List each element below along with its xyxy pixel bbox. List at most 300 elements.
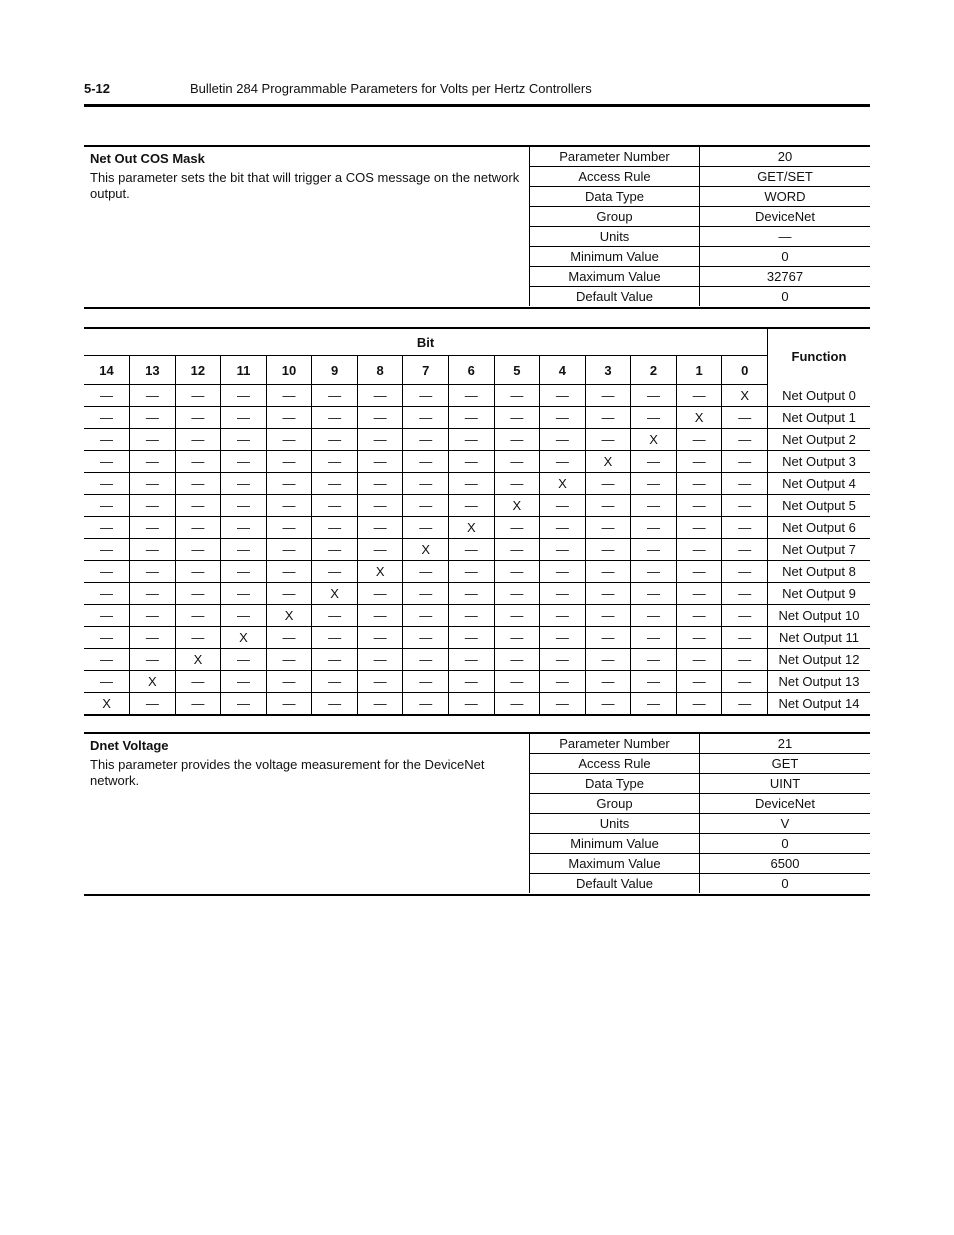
bit-cell: — [84,407,130,429]
table-row [84,649,870,671]
property-label: Data Type [530,774,700,794]
bit-cell: — [221,693,267,716]
bit-cell: — [266,539,312,561]
property-row [530,814,871,834]
bit-cell: — [221,407,267,429]
bit-cell: — [312,605,358,627]
bit-cell: — [312,649,358,671]
bit-cell: — [722,649,768,671]
bit-cell: — [357,429,403,451]
property-row [530,187,871,207]
property-value: GET/SET [700,167,871,187]
bit-cell: — [357,583,403,605]
bit-cell: — [221,671,267,693]
bit-column-header: 3 [585,356,631,385]
table-row [84,561,870,583]
bit-cell: — [722,627,768,649]
bit-cell: — [585,605,631,627]
property-value: 0 [700,874,871,894]
bit-cell: — [266,627,312,649]
bit-cell: — [84,649,130,671]
bit-function-table [84,327,870,716]
bit-cell: — [540,583,586,605]
function-cell: Net Output 8 [768,561,871,583]
bit-cell: — [631,495,677,517]
bit-column-header: 14 [84,356,130,385]
bit-cell: — [221,561,267,583]
table-row [84,517,870,539]
bit-cell: — [221,539,267,561]
property-row [530,774,871,794]
bit-cell: — [722,539,768,561]
bit-column-header: 13 [130,356,176,385]
property-row [530,147,871,167]
bit-cell: — [722,605,768,627]
bit-cell: — [175,671,221,693]
bit-cell: — [175,583,221,605]
bit-cell: — [631,693,677,716]
property-value: UINT [700,774,871,794]
bit-cell: — [357,517,403,539]
page-number: 5-12 [84,81,111,96]
bit-cell: — [266,649,312,671]
bit-cell: — [312,473,358,495]
bit-cell: — [84,429,130,451]
bit-cell: — [312,693,358,716]
property-label: Group [530,794,700,814]
bit-cell: — [175,693,221,716]
bit-cell: — [585,473,631,495]
bit-cell: — [357,627,403,649]
function-cell: Net Output 9 [768,583,871,605]
bit-cell: — [722,583,768,605]
function-cell: Net Output 5 [768,495,871,517]
bit-cell: — [585,693,631,716]
bit-cell: — [631,605,677,627]
bit-cell: — [175,451,221,473]
bit-cell: — [449,473,495,495]
bit-cell: — [266,517,312,539]
bit-column-header: 6 [449,356,495,385]
bit-cell: — [130,473,176,495]
bit-cell: — [175,539,221,561]
parameter-block-dnet-voltage [84,732,870,896]
property-label: Maximum Value [530,267,700,287]
bit-cell: — [312,451,358,473]
bit-cell: — [221,385,267,407]
bit-cell: — [676,671,722,693]
property-row [530,207,871,227]
bit-cell: — [676,451,722,473]
property-label: Access Rule [530,167,700,187]
bit-cell: — [494,561,540,583]
bit-cell: — [676,517,722,539]
bit-cell: — [357,407,403,429]
table-row [84,451,870,473]
bit-cell: — [722,451,768,473]
property-row [530,267,871,287]
bit-cell: — [494,473,540,495]
property-value: V [700,814,871,834]
bit-column-header: 7 [403,356,449,385]
property-label: Default Value [530,874,700,894]
bit-cell: X [585,451,631,473]
bit-cell: — [631,517,677,539]
parameter-description [90,738,526,789]
bit-cell: — [357,385,403,407]
bit-cell: — [540,429,586,451]
property-label: Group [530,207,700,227]
bit-cell: — [540,627,586,649]
bit-cell: — [676,473,722,495]
function-header: Function [768,328,871,385]
bit-cell: — [266,407,312,429]
property-value: GET [700,754,871,774]
function-cell: Net Output 0 [768,385,871,407]
bit-cell: — [494,429,540,451]
function-cell: Net Output 4 [768,473,871,495]
bit-cell: — [494,385,540,407]
bit-cell: — [631,649,677,671]
property-value: 21 [700,734,871,754]
bit-cell: — [403,561,449,583]
bit-cell: — [130,407,176,429]
bit-cell: — [585,517,631,539]
bit-cell: — [130,649,176,671]
bit-cell: — [449,495,495,517]
table-row [84,429,870,451]
bit-cell: — [494,451,540,473]
bit-cell: — [84,473,130,495]
bit-cell: — [676,539,722,561]
bit-cell: — [449,627,495,649]
page-header [84,80,870,107]
table-row [84,407,870,429]
property-value: DeviceNet [700,207,871,227]
bit-cell: X [102,696,111,711]
property-row [530,167,871,187]
bit-cell: — [357,605,403,627]
bit-cell: — [130,517,176,539]
bit-cell: — [449,605,495,627]
bit-cell: — [585,561,631,583]
bit-cell: — [540,517,586,539]
property-label: Parameter Number [530,147,700,167]
bit-cell: — [585,407,631,429]
bit-cell: — [312,671,358,693]
bit-cell: — [494,693,540,716]
bit-cell: — [631,627,677,649]
bit-cell: X [403,539,449,561]
table-row [84,671,870,693]
bit-cell: — [175,495,221,517]
bit-cell: — [449,429,495,451]
bit-cell: — [494,649,540,671]
parameter-text: This parameter sets the bit that will trigger a COS message on the network output. [90,170,520,201]
bit-cell: — [221,605,267,627]
bit-cell: X [221,627,267,649]
bit-cell: — [494,671,540,693]
bit-cell: — [449,539,495,561]
function-cell: Net Output 3 [768,451,871,473]
bit-cell: — [130,429,176,451]
table-row [84,583,870,605]
bit-cell: — [494,605,540,627]
bit-cell: — [540,451,586,473]
bit-cell: — [312,517,358,539]
bit-cell: — [84,517,130,539]
bit-cell: — [449,671,495,693]
bit-cell: — [676,429,722,451]
bit-cell: — [676,561,722,583]
bit-cell: — [175,407,221,429]
bit-cell: — [266,583,312,605]
bit-cell: — [403,517,449,539]
bit-cell: — [175,473,221,495]
bit-cell: — [494,517,540,539]
bit-cell: — [722,693,768,716]
bit-cell: — [585,649,631,671]
bit-cell: — [130,539,176,561]
function-cell: Net Output 6 [768,517,871,539]
bit-cell: — [312,539,358,561]
bit-cell: X [266,605,312,627]
property-row [530,734,871,754]
bit-cell: — [312,627,358,649]
bit-cell: — [221,649,267,671]
bit-cell: — [221,451,267,473]
bit-cell: — [403,671,449,693]
bit-cell: — [494,407,540,429]
bit-cell: — [84,561,130,583]
parameter-name: Dnet Voltage [90,738,169,753]
bit-cell: — [130,583,176,605]
bit-cell: — [540,671,586,693]
bit-cell: — [266,495,312,517]
bit-cell: — [722,671,768,693]
bit-column-header: 1 [676,356,722,385]
bit-cell: — [722,429,768,451]
property-label: Access Rule [530,754,700,774]
bit-cell: — [266,451,312,473]
bit-cell: — [175,517,221,539]
property-row [530,287,871,307]
bit-cell: — [449,561,495,583]
bit-cell: — [676,649,722,671]
bit-cell: — [84,671,130,693]
bit-cell: — [403,649,449,671]
bit-cell: — [403,385,449,407]
parameter-block-net-out-cos-mask [84,145,870,309]
bit-column-header: 11 [221,356,267,385]
bit-cell: — [631,539,677,561]
bit-column-header: 8 [357,356,403,385]
function-cell: Net Output 13 [768,671,871,693]
bit-cell: — [585,583,631,605]
property-label: Data Type [530,187,700,207]
property-row [530,874,871,894]
bit-cell: — [585,385,631,407]
bit-cell: — [403,473,449,495]
function-cell: Net Output 11 [768,627,871,649]
bit-cell: — [357,451,403,473]
parameter-text: This parameter provides the voltage measurement for the DeviceNet network. [90,757,485,788]
bit-cell: X [722,385,768,407]
bit-column-header: 9 [312,356,358,385]
property-value: 0 [700,287,871,307]
bit-cell: — [221,583,267,605]
bit-cell: — [266,671,312,693]
bit-cell: — [130,605,176,627]
property-label: Units [530,227,700,247]
bit-cell: — [175,429,221,451]
property-row [530,754,871,774]
bit-cell: — [312,495,358,517]
property-value: 0 [700,247,871,267]
bit-cell: — [130,451,176,473]
property-value: WORD [700,187,871,207]
bit-cell: — [403,627,449,649]
bit-cell: — [357,539,403,561]
bit-column-header: 4 [540,356,586,385]
bit-cell: — [494,627,540,649]
parameter-name: Net Out COS Mask [90,151,205,166]
bit-column-header: 12 [175,356,221,385]
property-value: 6500 [700,854,871,874]
bit-cell: — [266,385,312,407]
bit-cell: — [175,561,221,583]
bit-cell: — [175,627,221,649]
property-value: 32767 [700,267,871,287]
property-row [530,854,871,874]
bit-cell: — [676,627,722,649]
bit-cell: — [449,451,495,473]
bit-cell: — [540,495,586,517]
bit-cell: — [722,407,768,429]
bit-column-header: 0 [722,356,768,385]
bit-cell: X [449,517,495,539]
bit-cell: X [540,473,586,495]
bit-cell: X [130,671,176,693]
function-cell: Net Output 7 [768,539,871,561]
bit-cell: — [84,605,130,627]
property-value: 20 [700,147,871,167]
bit-cell: — [130,495,176,517]
bit-cell: — [631,407,677,429]
bit-cell: — [676,385,722,407]
bit-cell: — [540,385,586,407]
function-cell: Net Output 14 [768,693,871,716]
bit-cell: — [403,407,449,429]
property-label: Units [530,814,700,834]
bit-cell: — [676,495,722,517]
bit-cell: — [449,407,495,429]
bit-cell: — [221,517,267,539]
property-value: DeviceNet [700,794,871,814]
bit-cell: — [403,693,449,716]
bit-cell: — [540,649,586,671]
bit-cell: — [403,429,449,451]
bit-cell: — [84,539,130,561]
function-cell: Net Output 2 [768,429,871,451]
bit-cell: — [357,693,403,716]
bit-cell: — [130,561,176,583]
bit-cell: — [540,693,586,716]
bit-cell: — [631,583,677,605]
bit-cell: — [221,429,267,451]
bit-cell: X [175,649,221,671]
bit-cell: — [266,473,312,495]
bit-cell: — [266,693,312,716]
bit-cell: — [312,385,358,407]
bit-cell: — [266,429,312,451]
bit-cell: — [312,561,358,583]
function-cell: Net Output 12 [768,649,871,671]
function-cell: Net Output 10 [768,605,871,627]
bit-cell: — [631,385,677,407]
property-label: Maximum Value [530,854,700,874]
bit-cell: — [676,605,722,627]
bit-cell: — [722,473,768,495]
bit-cell: X [494,495,540,517]
table-row [84,385,870,407]
bit-cell: — [540,605,586,627]
page-title: Bulletin 284 Programmable Parameters for Volts per Hertz Controllers [190,81,592,96]
bit-cell: — [357,649,403,671]
bit-cell: — [631,473,677,495]
bit-cell: — [449,649,495,671]
bit-cell: — [221,495,267,517]
bit-cell: — [130,693,176,716]
bit-cell: — [585,539,631,561]
bit-cell: X [312,583,358,605]
property-row [530,834,871,854]
property-row [530,794,871,814]
bit-cell: — [84,627,130,649]
bit-cell: — [130,627,176,649]
bit-cell: X [357,561,403,583]
bit-cell: — [585,627,631,649]
bit-cell: — [449,385,495,407]
bit-cell: — [266,561,312,583]
parameter-properties-table [529,734,870,893]
bit-cell: — [631,451,677,473]
bit-cell: — [175,385,221,407]
property-label: Default Value [530,287,700,307]
bit-cell: — [494,539,540,561]
bit-cell: — [312,429,358,451]
parameter-description [90,151,526,202]
bit-cell: — [722,517,768,539]
bit-cell: — [403,451,449,473]
bit-cell: — [540,539,586,561]
bit-cell: — [403,605,449,627]
bit-cell: — [585,495,631,517]
bit-cell: — [449,693,495,716]
bit-cell: — [631,561,677,583]
bit-cell: — [403,583,449,605]
bit-cell: — [221,473,267,495]
bit-cell: — [357,495,403,517]
bit-cell: — [357,473,403,495]
bit-cell: — [357,671,403,693]
property-value: 0 [700,834,871,854]
bit-cell: — [722,561,768,583]
bit-cell: — [84,385,130,407]
bit-cell: — [84,451,130,473]
bit-column-header: 5 [494,356,540,385]
bit-cell: — [631,671,677,693]
